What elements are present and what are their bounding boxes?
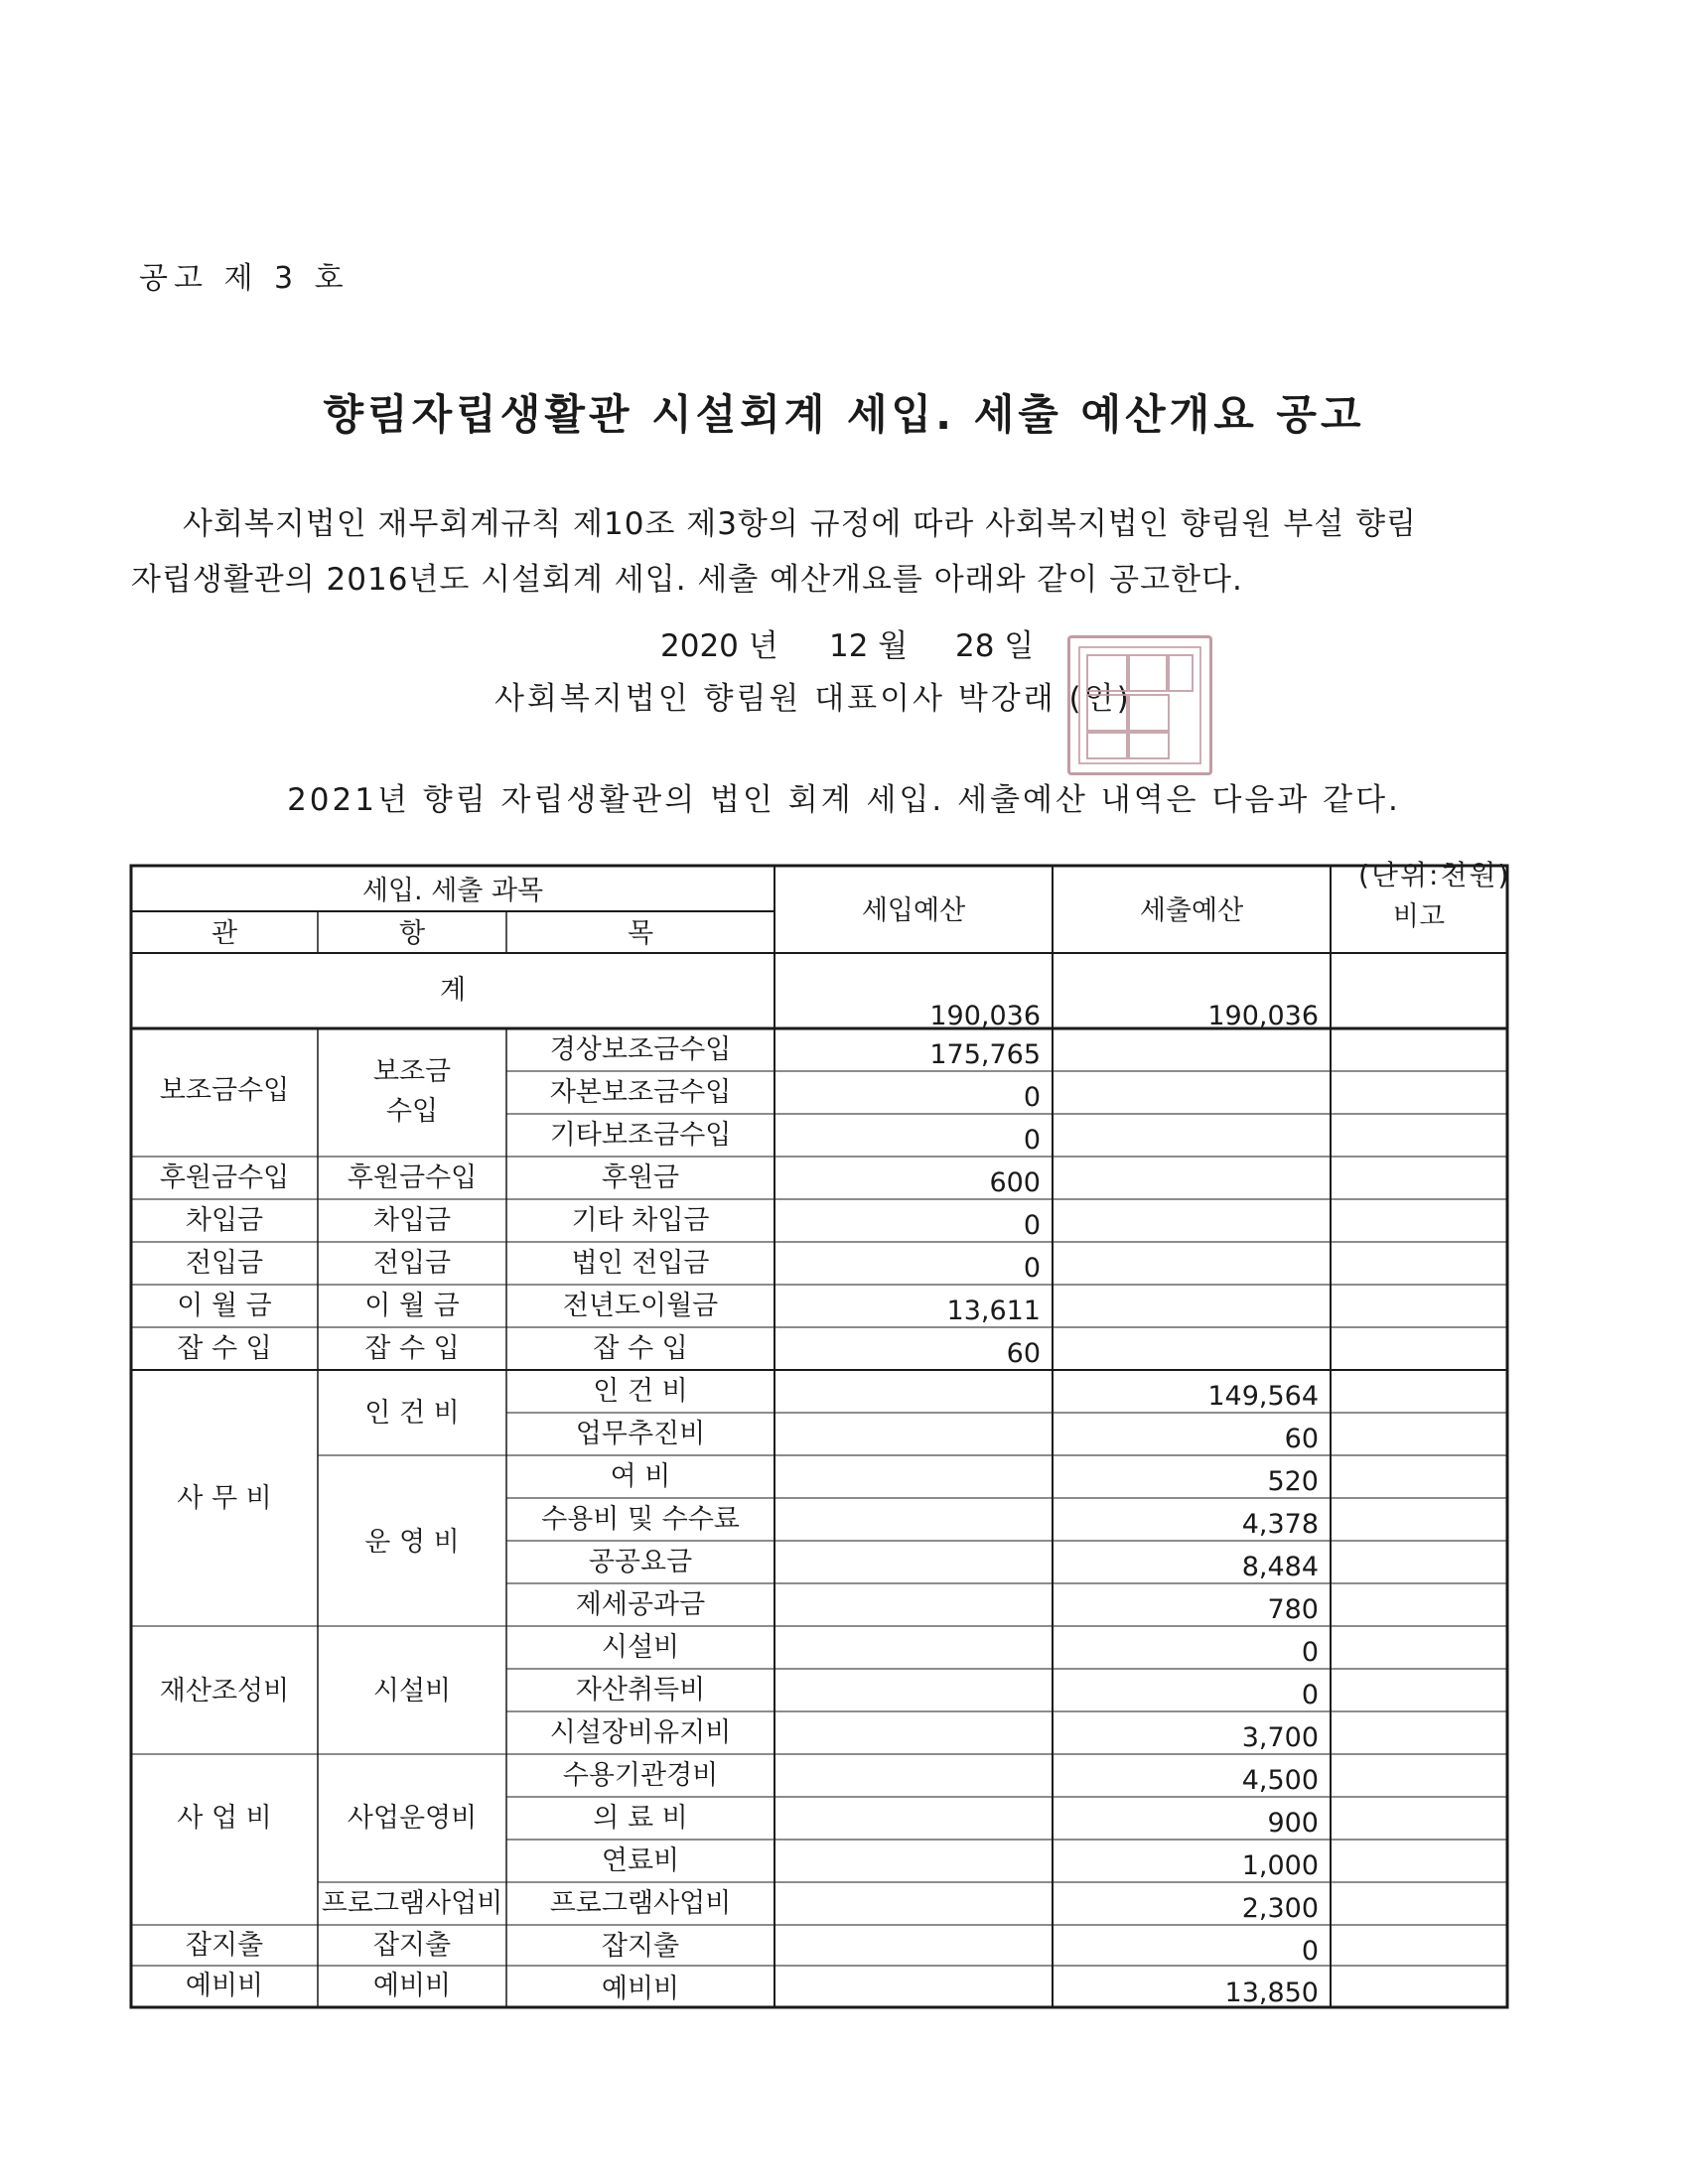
mok-cell: 잡지출	[601, 1931, 680, 1962]
hang-label: 보조금	[372, 1056, 452, 1087]
gwan-label: 예비비	[185, 1971, 264, 2001]
expense-cell: 0	[1301, 1680, 1319, 1710]
hang-label: 후원금수입	[347, 1162, 478, 1193]
expense-cell: 520	[1267, 1466, 1319, 1497]
date-year: 2020 년	[660, 628, 778, 664]
expense-cell: 13,850	[1224, 1978, 1319, 2008]
mok-cell: 제세공과금	[575, 1589, 706, 1620]
expense-cell: 4,378	[1241, 1509, 1319, 1540]
header-note: 비고	[1392, 901, 1446, 932]
hang-label: 시설비	[372, 1676, 452, 1706]
total-label: 계	[439, 975, 467, 1006]
expense-cell: 3,700	[1241, 1722, 1319, 1753]
mok-cell: 의 료 비	[593, 1803, 688, 1834]
expense-cell: 0	[1301, 1936, 1319, 1967]
header-revenue: 세입예산	[861, 895, 966, 926]
mok-cell: 자본보조금수입	[549, 1077, 732, 1108]
gwan-label: 전입금	[185, 1248, 264, 1279]
hang-label: 운 영 비	[364, 1527, 460, 1558]
hang-label: 수입	[385, 1096, 439, 1127]
mok-cell: 기타 차입금	[571, 1205, 710, 1236]
expense-cell: 8,484	[1241, 1552, 1319, 1582]
hang-label: 잡 수 입	[364, 1333, 460, 1364]
expense-cell: 780	[1267, 1594, 1319, 1625]
mok-cell: 전년도이월금	[562, 1291, 719, 1321]
official-seal-stamp	[1067, 635, 1212, 775]
representative-line: 사회복지법인 향림원 대표이사 박강래 (인)	[494, 681, 1132, 717]
date-day: 28 일	[955, 628, 1035, 664]
body-paragraph	[131, 496, 1541, 608]
expense-cell: 60	[1284, 1424, 1319, 1454]
gwan-label: 재산조성비	[159, 1676, 290, 1706]
gwan-label: 이 월 금	[177, 1291, 272, 1321]
revenue-cell: 0	[1023, 1210, 1041, 1241]
mok-cell: 자산취득비	[575, 1675, 706, 1706]
mok-cell: 기타보조금수입	[549, 1120, 732, 1151]
revenue-cell: 13,611	[946, 1296, 1041, 1326]
expense-cell: 1,000	[1241, 1850, 1319, 1881]
gwan-label: 차입금	[185, 1205, 264, 1236]
revenue-cell: 0	[1023, 1253, 1041, 1284]
mok-cell: 공공요금	[588, 1547, 693, 1577]
revenue-cell: 600	[989, 1167, 1041, 1198]
revenue-cell: 175,765	[929, 1039, 1041, 1070]
total-revenue: 190,036	[929, 1001, 1041, 1031]
mok-cell: 여 비	[610, 1461, 671, 1492]
page-title: 향림자립생활관 시설회계 세입. 세출 예산개요 공고	[323, 390, 1365, 439]
mok-cell: 경상보조금수입	[549, 1034, 732, 1065]
mok-cell: 연료비	[601, 1845, 680, 1876]
budget-table	[129, 864, 1519, 2015]
mok-cell: 프로그램사업비	[549, 1888, 732, 1919]
expense-cell: 149,564	[1207, 1381, 1319, 1412]
mok-cell: 수용비 및 수수료	[541, 1504, 740, 1535]
gwan-label: 잡 수 입	[177, 1333, 272, 1364]
gwan-label: 사 업 비	[177, 1803, 272, 1834]
expense-cell: 900	[1267, 1808, 1319, 1839]
hang-label: 인 건 비	[364, 1398, 460, 1429]
hang-label: 프로그램사업비	[321, 1888, 503, 1919]
gwan-label: 보조금수입	[159, 1075, 290, 1106]
hang-label: 잡지출	[372, 1930, 452, 1961]
expense-cell: 2,300	[1241, 1893, 1319, 1924]
header-group: 세입. 세출 과목	[361, 876, 544, 906]
header-gwan: 관	[211, 918, 238, 949]
total-expense: 190,036	[1207, 1001, 1319, 1031]
revenue-cell: 0	[1023, 1082, 1041, 1113]
body-line-2: 자립생활관의 2016년도 시설회계 세입. 세출 예산개요를 아래와 같이 공고한다.	[131, 562, 1243, 598]
mok-cell: 잡 수 입	[593, 1333, 688, 1364]
unit-label: (단위:천원)	[1358, 859, 1511, 891]
expense-cell: 4,500	[1241, 1765, 1319, 1796]
mok-cell: 예비비	[601, 1974, 680, 2004]
revenue-cell: 60	[1006, 1338, 1041, 1369]
gwan-label: 후원금수입	[159, 1162, 290, 1193]
revenue-cell: 0	[1023, 1125, 1041, 1156]
mok-cell: 시설비	[601, 1632, 680, 1663]
mok-cell: 업무추진비	[575, 1419, 706, 1449]
hang-label: 예비비	[372, 1971, 452, 2001]
gwan-label: 잡지출	[185, 1930, 264, 1961]
expense-cell: 0	[1301, 1637, 1319, 1668]
table-intro: 2021년 향림 자립생활관의 법인 회계 세입. 세출예산 내역은 다음과 같다.	[287, 782, 1401, 818]
mok-cell: 수용기관경비	[562, 1760, 719, 1791]
notice-number: 공고 제 3 호	[139, 261, 350, 296]
header-expense: 세출예산	[1139, 895, 1244, 926]
mok-cell: 인 건 비	[593, 1376, 688, 1407]
mok-cell: 법인 전입금	[571, 1248, 710, 1279]
hang-label: 이 월 금	[364, 1291, 460, 1321]
header-hang: 항	[398, 918, 426, 949]
hang-label: 전입금	[372, 1248, 452, 1279]
mok-cell: 후원금	[601, 1162, 680, 1193]
body-line-1: 사회복지법인 재무회계규칙 제10조 제3항의 규정에 따라 사회복지법인 향림원 부설 향림	[183, 506, 1417, 542]
mok-cell: 시설장비유지비	[549, 1717, 732, 1748]
header-mok: 목	[627, 918, 654, 949]
gwan-label: 사 무 비	[177, 1483, 272, 1514]
hang-label: 사업운영비	[347, 1803, 478, 1834]
hang-label: 차입금	[372, 1205, 452, 1236]
date-month: 12 월	[829, 628, 909, 664]
